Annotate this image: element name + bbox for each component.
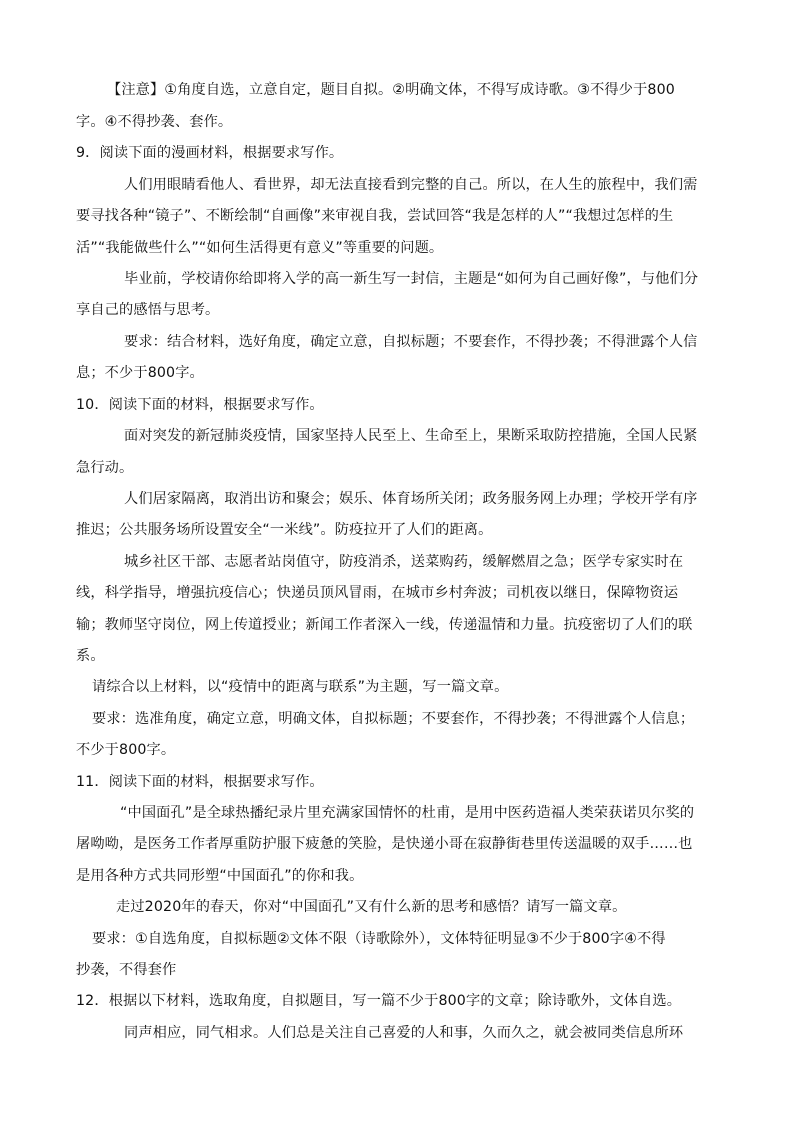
q10-paragraph-2-line-1: 人们居家隔离，取消出访和聚会；娱乐、体育场所关闭；政务服务网上办理；学校开学有序 xyxy=(124,491,698,507)
q12-paragraph-1-line-1: 同声相应，同气相求。人们总是关注自己喜爱的人和事，久而久之，就会被同类信息所环 xyxy=(124,1025,684,1041)
q10-requirement-line-2: 不少于800字。 xyxy=(76,742,176,758)
question-10-heading: 10．阅读下面的材料，根据要求写作。 xyxy=(76,397,324,413)
q10-requirement-line-1: 要求：选准角度，确定立意，明确文体，自拟标题；不要套作，不得抄袭；不得泄露个人信息； xyxy=(92,711,695,727)
q11-requirement-line-2: 抄袭，不得套作 xyxy=(76,962,177,978)
note-line-2: 字。④不得抄袭、套作。 xyxy=(76,114,233,130)
q10-paragraph-3-line-1: 城乡社区干部、志愿者站岗值守，防疫消杀，送菜购药，缓解燃眉之急；医学专家实时在 xyxy=(124,554,684,570)
q11-paragraph-1-line-2: 屠呦呦，是医务工作者厚重防护服下疲惫的笑脸，是快递小哥在寂静街巷里传送温暖的双手……也 xyxy=(76,836,693,852)
q10-paragraph-1-line-1: 面对突发的新冠肺炎疫情，国家坚持人民至上、生命至上，果断采取防控措施，全国人民紧 xyxy=(124,428,698,444)
q11-paragraph-1-line-3: 是用各种方式共同形塑“中国面孔”的你和我。 xyxy=(76,868,364,884)
q10-paragraph-1-line-2: 急行动。 xyxy=(76,460,134,476)
q11-requirement-line-1: 要求：①自选角度，自拟标题②文体不限（诗歌除外），文体特征明显③不少于800字④不得 xyxy=(92,931,666,947)
q10-paragraph-3-line-4: 系。 xyxy=(76,648,105,664)
q10-paragraph-3-line-3: 输；教师坚守岗位，网上传道授业；新闻工作者深入一线，传递温情和力量。抗疫密切了人们的联 xyxy=(76,617,693,633)
q11-paragraph-1-line-1: “中国面孔”是全球热播纪录片里充满家国情怀的杜甫，是用中医药造福人类荣获诺贝尔奖的 xyxy=(120,805,695,821)
question-11-heading: 11．阅读下面的材料，根据要求写作。 xyxy=(76,774,324,790)
q11-prompt-line: 走过2020年的春天，你对“中国面孔”又有什么新的思考和感悟？请写一篇文章。 xyxy=(116,899,627,915)
q9-requirement-line-2: 息；不少于800字。 xyxy=(76,365,204,381)
q9-paragraph-1-line-3: 活”“我能做些什么”“如何生活得更有意义”等重要的问题。 xyxy=(76,240,444,256)
question-12-heading: 12．根据以下材料，选取角度，自拟题目，写一篇不少于800字的文章；除诗歌外，文体自选。 xyxy=(76,993,682,1009)
q9-requirement-line-1: 要求：结合材料，选好角度，确定立意，自拟标题；不要套作，不得抄袭；不得泄露个人信 xyxy=(124,334,698,350)
q9-paragraph-2-line-1: 毕业前，学校请你给即将入学的高一新生写一封信，主题是“如何为自己画好像”，与他们分 xyxy=(124,271,699,287)
question-9-heading: 9．阅读下面的漫画材料，根据要求写作。 xyxy=(76,145,344,161)
q10-prompt-line: 请综合以上材料，以“疫情中的距离与联系”为主题，写一篇文章。 xyxy=(92,679,509,695)
q10-paragraph-3-line-2: 线，科学指导，增强抗疫信心；快递员顶风冒雨，在城市乡村奔波；司机夜以继日，保障物资运 xyxy=(76,585,679,601)
note-line-1: 【注意】①角度自选，立意自定，题目自拟。②明确文体，不得写成诗歌。③不得少于800 xyxy=(107,82,675,98)
q10-paragraph-2-line-2: 推迟；公共服务场所设置安全“一米线”。防疫拉开了人们的距离。 xyxy=(76,522,493,538)
q9-paragraph-2-line-2: 享自己的感悟与思考。 xyxy=(76,302,220,318)
q9-paragraph-1-line-1: 人们用眼睛看他人、看世界，却无法直接看到完整的自己。所以，在人生的旅程中，我们需 xyxy=(124,177,698,193)
q9-paragraph-1-line-2: 要寻找各种“镜子”、不断绘制“自画像”来审视自我，尝试回答“我是怎样的人”“我想过怎样的生 xyxy=(76,208,674,224)
